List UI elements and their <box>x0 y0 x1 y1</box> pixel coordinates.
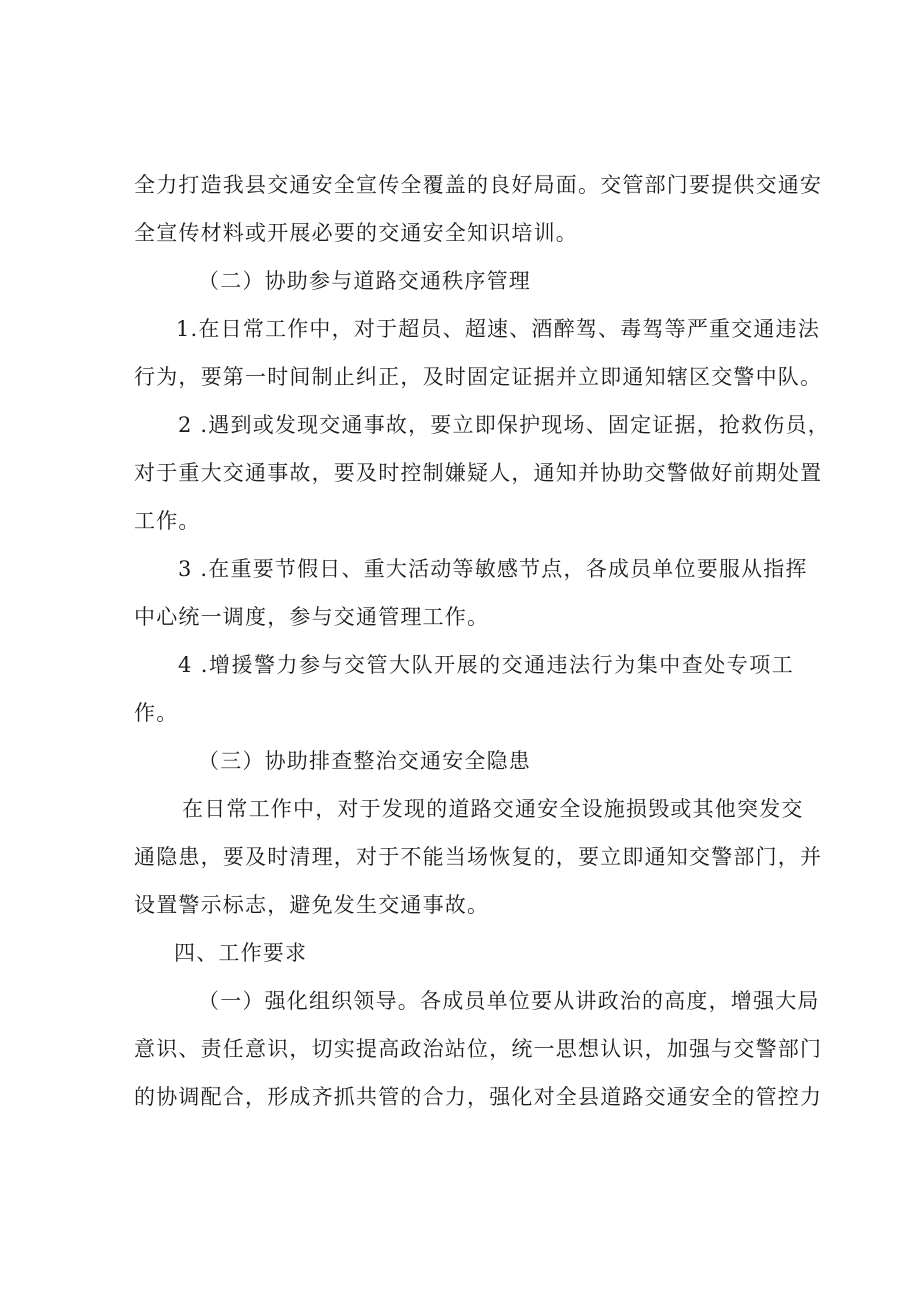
section-heading: （三）协助排查整治交通安全隐患 <box>198 749 531 773</box>
text-line: 设置警示标志，避免发生交通事故。 <box>134 893 490 917</box>
list-item: 3 .在重要节假日、重大活动等敏感节点，各成员单位要服从指挥 <box>178 557 808 581</box>
paragraph-line: 在日常工作中，对于发现的道路交通安全设施损毁或其他突发交 <box>182 797 804 821</box>
text-line: 行为，要第一时间制止纠正，及时固定证据并立即通知辖区交警中队。 <box>134 365 823 389</box>
section-heading: 四、工作要求 <box>174 941 308 965</box>
text-line: 的协调配合，形成齐抓共管的合力，强化对全县道路交通安全的管控力 <box>134 1085 823 1109</box>
section-heading: （二）协助参与道路交通秩序管理 <box>198 269 531 293</box>
text-line: 意识、责任意识，切实提高政治站位，统一思想认识，加强与交警部门 <box>134 1037 823 1061</box>
text-line: 作。 <box>134 701 179 725</box>
text-line: 全宣传材料或开展必要的交通安全知识培训。 <box>134 221 578 245</box>
text-line: 通隐患，要及时清理，对于不能当场恢复的，要立即通知交警部门，并 <box>134 845 823 869</box>
text-line: 对于重大交通事故，要及时控制嫌疑人，通知并协助交警做好前期处置 <box>134 461 823 485</box>
text-line: 工作。 <box>134 509 201 533</box>
list-item: 4 .增援警力参与交管大队开展的交通违法行为集中查处专项工 <box>178 653 794 677</box>
list-item: 2 .遇到或发现交通事故，要立即保护现场、固定证据，抢救伤员， <box>178 413 830 437</box>
text-line: 中心统一调度，参与交通管理工作。 <box>134 605 490 629</box>
text-line: 全力打造我县交通安全宣传全覆盖的良好局面。交管部门要提供交通安 <box>134 173 823 197</box>
paragraph-line: （一）强化组织领导。各成员单位要从讲政治的高度，增强大局 <box>198 989 820 1013</box>
list-item: 1.在日常工作中，对于超员、超速、酒醉驾、毒驾等严重交通违法 <box>176 317 821 341</box>
